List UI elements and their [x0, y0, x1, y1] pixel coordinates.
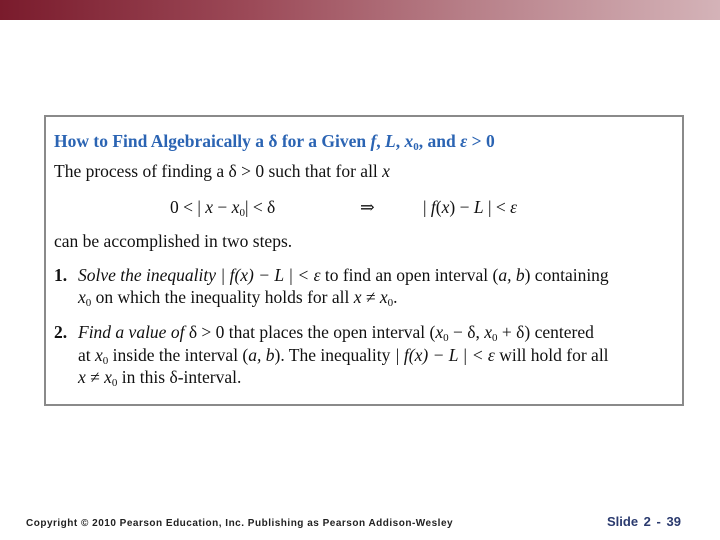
step2-line3-x0: x	[104, 367, 112, 387]
step2-number: 2.	[54, 322, 68, 342]
step2-line2-sub: 0	[102, 355, 109, 367]
step2-line2-c: ). The inequality	[274, 345, 395, 365]
step1-b: | f(x) − L | < ε	[220, 265, 321, 285]
box-title	[54, 131, 495, 153]
step2-line2-b: inside the interval (	[108, 345, 249, 365]
step2-line2-d: | f(x) − L | < ε	[394, 345, 495, 365]
step1-ab: a, b	[498, 265, 525, 285]
formula-right-b: (	[435, 197, 442, 217]
step1-line2-x3: x	[379, 287, 388, 307]
formula-left-x: x	[205, 197, 214, 217]
step1-line2-sub3: 0	[387, 297, 394, 309]
slide-number: Slide 2 - 39	[607, 514, 681, 529]
title-sep: ,	[395, 131, 405, 151]
title-sep: ,	[376, 131, 386, 151]
step2-x0b: x	[484, 322, 493, 342]
formula-right-epsilon: ε	[510, 197, 517, 217]
step2-c: − δ,	[448, 322, 485, 342]
step1-number: 1.	[54, 265, 68, 285]
title-f: f	[370, 131, 377, 151]
formula-right-d: | <	[483, 197, 511, 217]
top-gradient-band	[0, 0, 720, 20]
step1-line1	[78, 265, 609, 286]
formula-left-b: −	[213, 197, 232, 217]
title-and: , and	[418, 131, 461, 151]
title-x: x	[404, 131, 414, 151]
intro-text: The process of finding a δ > 0 such that for all	[54, 161, 383, 181]
step1-line2	[78, 287, 398, 309]
formula-right	[423, 197, 517, 218]
step2-line2-ab: a, b	[248, 345, 275, 365]
title-text: How to Find Algebraically a δ for a Given	[54, 131, 371, 151]
step1-line2-a: on which the inequality holds for all	[91, 287, 354, 307]
implies-arrow: ⇒	[360, 197, 375, 217]
step2-line2	[78, 345, 609, 367]
two-steps-line: can be accomplished in two steps.	[54, 231, 293, 251]
formula-left-sub: 0	[239, 207, 245, 219]
step1-line2-sub: 0	[85, 297, 92, 309]
step1-line2-end: .	[393, 287, 398, 307]
formula-right-x: x	[441, 197, 450, 217]
formula-right-c: ) −	[449, 197, 474, 217]
step2-subb: 0	[492, 332, 498, 344]
step2-line3-b: in this δ-interval.	[117, 367, 242, 387]
step1-line2-b: ≠	[361, 287, 380, 307]
title-L: L	[385, 131, 396, 151]
step1-line2-x: x	[78, 287, 86, 307]
formula-left-c: | < δ	[244, 197, 276, 217]
step2-line3-sub: 0	[111, 377, 118, 389]
theorem-box	[44, 115, 684, 406]
intro-line	[54, 161, 390, 182]
formula-right-f: f	[430, 197, 436, 217]
title-x-sub: 0	[413, 141, 419, 153]
step1-a: Solve the inequality	[78, 265, 221, 285]
formula-left	[170, 197, 275, 219]
formula-right-L: L	[473, 197, 484, 217]
intro-x: x	[382, 161, 390, 181]
copyright-notice: Copyright © 2010 Pearson Education, Inc. Publishing as Pearson Addison-Wesley	[26, 518, 454, 529]
step2-line2-x: x	[95, 345, 103, 365]
step2-a: Find a value of	[78, 322, 189, 342]
step2-line3	[78, 367, 241, 389]
step1-d: ) containing	[524, 265, 609, 285]
step2-line2-e: will hold for all	[494, 345, 609, 365]
step2-b: δ > 0 that places the open interval (	[188, 322, 436, 342]
step2-d: + δ) centered	[497, 322, 594, 342]
step2-line1	[78, 322, 594, 344]
formula-right-a: |	[423, 197, 431, 217]
step2-line3-x: x	[78, 367, 86, 387]
step1-c: to find an open interval (	[320, 265, 499, 285]
formula-left-x0: x	[231, 197, 240, 217]
step2-line3-a: ≠	[85, 367, 105, 387]
step2-sub: 0	[443, 332, 449, 344]
step2-line2-a: at	[78, 345, 96, 365]
title-epsilon: ε	[460, 131, 468, 151]
formula-left-a: 0 < |	[170, 197, 206, 217]
step1-line2-x2: x	[353, 287, 362, 307]
step2-x0: x	[435, 322, 444, 342]
title-gt-zero: > 0	[467, 131, 495, 151]
